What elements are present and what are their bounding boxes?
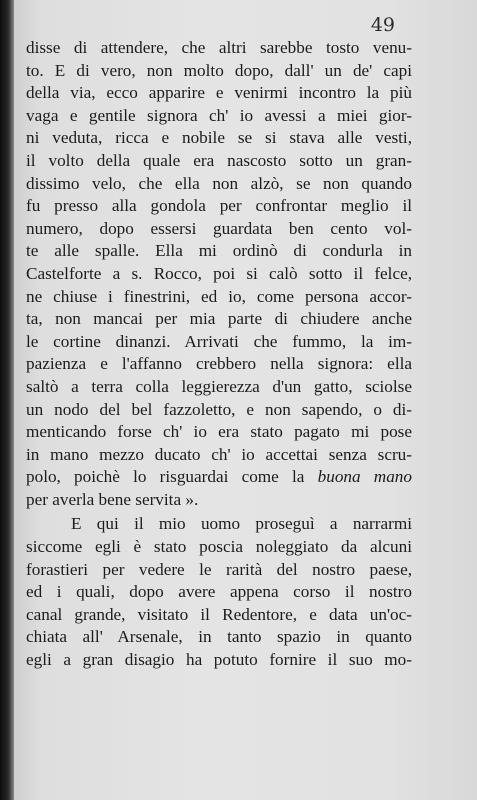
text-line: fu presso alla gondola per confrontar meglio il: [26, 196, 412, 216]
page-number: 49: [370, 14, 395, 36]
text-segment: polo, poichè lo risguardai come la: [26, 467, 318, 487]
paragraph-2: [26, 513, 412, 671]
text-line: ne chiuse i finestrini, ed io, come persona accor-: [26, 286, 412, 306]
text-line: le cortine dinanzi. Arrivati che fummo, la im-: [26, 331, 412, 351]
text-line: in mano mezzo ducato ch' io accettai senza scru-: [26, 444, 412, 464]
text-line: dissimo velo, che ella non alzò, se non quando: [26, 173, 412, 193]
text-line: to. E di vero, non molto dopo, dall' un de' capi: [26, 60, 412, 80]
text-line: siccome egli è stato poscia noleggiato da alcuni: [26, 537, 412, 557]
text-line: forastieri per vedere le rarità del nostro paese,: [26, 559, 412, 579]
text-line: ta, non mancai per mia parte di chiudere anche: [26, 309, 412, 329]
text-line: chiata all' Arsenale, in tanto spazio in quanto: [26, 627, 412, 647]
text-line: menticando forse ch' io era stato pagato mi pose: [26, 422, 412, 442]
text-line: numero, dopo essersi guardata ben cento vol-: [26, 218, 412, 238]
text-line: un nodo del bel fazzoletto, e non sapendo, o di-: [26, 399, 412, 419]
text-line: pazienza e l'affanno crebbero nella signora: ella: [26, 354, 412, 374]
text-line: E qui il mio uomo proseguì a narrarmi: [71, 514, 412, 534]
paragraph-1: [26, 37, 412, 511]
text-line: il volto della quale era nascosto sotto un gran-: [26, 150, 412, 170]
text-line: ni veduta, ricca e nobile se si stava alle vesti,: [26, 128, 412, 148]
text-line: ed i quali, dopo avere appena corso il nostro: [26, 582, 412, 602]
text-line: disse di attendere, che altri sarebbe tosto venu-: [26, 38, 412, 57]
italic-phrase: buona mano: [317, 467, 412, 487]
book-page: [14, 0, 477, 800]
text-line: della via, ecco apparire e venirmi incontro la più: [26, 83, 412, 103]
text-line: vaga e gentile signora ch' io avessi a miei gior-: [26, 105, 412, 125]
text-line: te alle spalle. Ella mi ordinò di condurla in: [26, 241, 412, 261]
text-line: Castelforte a s. Rocco, poi si calò sotto il felce,: [26, 263, 412, 283]
text-line: egli a gran disagio ha potuto fornire il suo mo-: [26, 650, 412, 670]
text-line: saltò a terra colla leggierezza d'un gatto, sciolse: [26, 376, 412, 396]
page-text: [26, 37, 412, 672]
text-line: per averla bene servita ».: [26, 489, 199, 509]
text-line: canal grande, visitato il Redentore, e data un'oc-: [26, 604, 412, 624]
book-gutter-shadow: [0, 0, 14, 800]
text-line-with-italic: [26, 466, 412, 489]
